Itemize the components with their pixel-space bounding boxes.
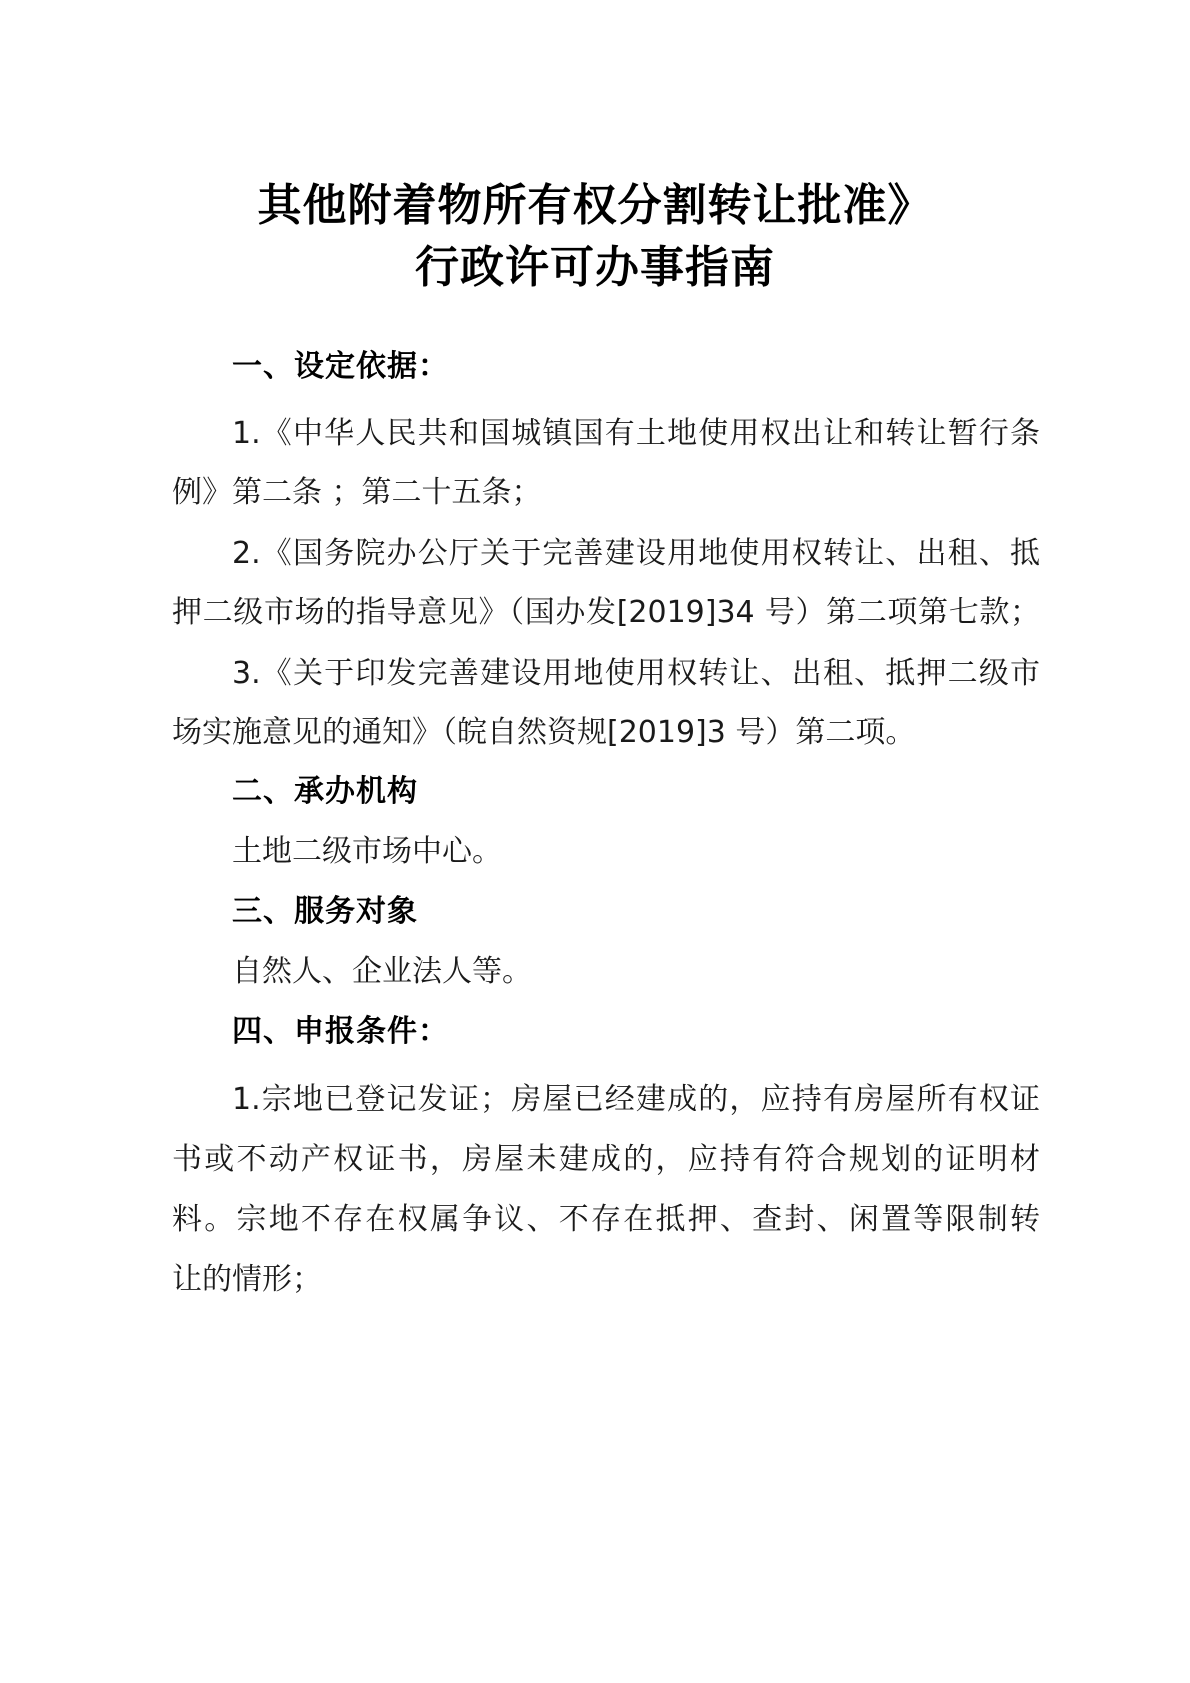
document-title-line-2: 行政许可办事指南 <box>415 242 775 293</box>
basis-item-3-line-1: 3.《关于印发完善建设用地使用权转让、出租、抵押二级市 <box>232 656 1040 691</box>
basis-item-1-line-1: 1.《中华人民共和国城镇国有土地使用权出让和转让暂行条 <box>232 416 1040 451</box>
basis-item-3-line-2: 场实施意见的通知》（皖自然资规[2019]3 号）第二项。 <box>172 715 916 750</box>
basis-item-2-line-1: 2.《国务院办公厅关于完善建设用地使用权转让、出租、抵 <box>232 536 1040 571</box>
basis-item-1-line-2: 例》第二条 ；第二十五条； <box>172 475 542 510</box>
section-heading-conditions: 四、申报条件： <box>232 1014 449 1049</box>
conditions-item-1-line-4: 让的情形； <box>172 1262 322 1297</box>
document-title-line-1: 其他附着物所有权分割转让批准》 <box>257 180 933 231</box>
conditions-item-1-line-2: 书或不动产权证书，房屋未建成的，应持有符合规划的证明材 <box>172 1142 1040 1177</box>
conditions-item-1-line-3: 料。宗地不存在权属争议、不存在抵押、查封、闲置等限制转 <box>172 1202 1040 1237</box>
conditions-item-1-line-1: 1.宗地已登记发证；房屋已经建成的，应持有房屋所有权证 <box>232 1082 1040 1117</box>
agency-text: 土地二级市场中心。 <box>232 834 502 869</box>
section-heading-basis: 一、设定依据： <box>232 349 449 384</box>
target-text: 自然人、企业法人等。 <box>232 954 532 989</box>
section-heading-agency: 二、承办机构 <box>232 774 418 809</box>
section-heading-target: 三、服务对象 <box>232 894 418 929</box>
basis-item-2-line-2: 押二级市场的指导意见》（国办发[2019]34 号）第二项第七款； <box>172 595 1040 630</box>
